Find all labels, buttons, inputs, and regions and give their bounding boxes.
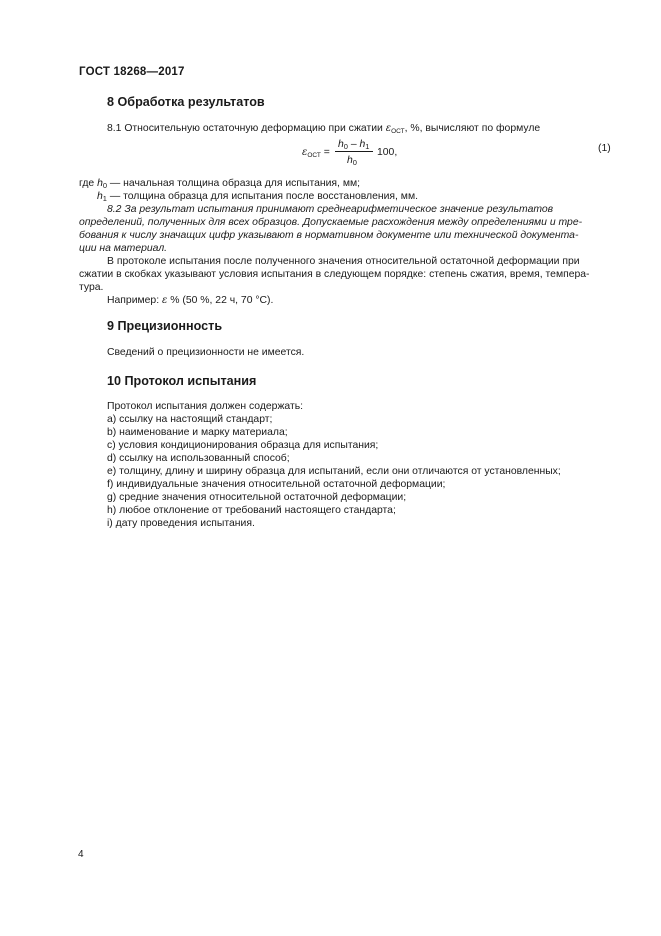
where-prefix: где [79,178,98,189]
formula-multiplier: 100, [377,147,398,158]
protocol-paragraph-line-1: В протоколе испытания после полученного значения относительной остаточной деформации при [107,256,580,267]
formula-num-h1: h [359,139,366,150]
where-h1-var: h [97,191,103,202]
formula-num-h0-sub: 0 [343,142,348,151]
where-h0-line [79,177,360,190]
page-number: 4 [78,849,84,860]
formula-number: (1) [598,143,611,154]
list-item-f: f) индивидуальные значения относительной остаточной деформации; [107,479,446,490]
section-9-title: 9 Прецизионность [107,319,223,333]
document-header: ГОСТ 18268—2017 [79,66,185,78]
list-item-a: а) ссылку на настоящий стандарт; [107,414,273,425]
paragraph-8-1-tail: , %, вычисляют по формуле [404,123,541,134]
protocol-paragraph-line-2: сжатии в скобках указывают условия испытания в следующем порядке: степень сжатия, время, темпера- [79,269,590,280]
formula-equals: = [323,147,330,158]
formula-lhs [302,146,330,160]
section-9-text: Сведений о прецизионности не имеется. [107,347,305,358]
paragraph-8-2-line-1: 8.2 За результат испытания принимают среднеарифметическое значение результатов [107,204,554,215]
paragraph-8-2-line-4: ции на материал. [79,243,168,254]
formula-den-h0: h [347,155,353,166]
list-item-e: e) толщину, длину и ширину образца для испытаний, если они отличаются от установленных; [107,466,561,477]
paragraph-8-1-text: 8.1 Относительную остаточную деформацию при сжатии [107,123,383,134]
example-line [107,294,273,307]
paragraph-8-2-line-2: определений, полученных для всех образцов. Допускаемые расхождения между определениями и тре- [79,217,583,228]
list-item-c: с) условия кондиционирования образца для испытания; [107,440,379,451]
list-item-b: b) наименование и марку материала; [107,427,288,438]
where-h1-sub: 1 [102,194,107,203]
formula-epsilon-subscript: ОСТ [307,152,321,159]
formula-minus: – [350,139,360,150]
example-values: % (50 %, 22 ч, 70 °С). [170,295,274,306]
section-8-title: 8 Обработка результатов [107,95,265,109]
example-prefix: Например: [107,295,160,306]
formula-den-h0-sub: 0 [352,158,357,167]
where-h0-sub: 0 [102,181,108,190]
where-h1-text: — толщина образца для испытания после восстановления, мм. [106,191,418,202]
formula-fraction-bar [335,151,373,152]
list-item-g: g) средние значения относительной остаточной деформации; [107,492,407,503]
list-item-i: i) дату проведения испытания. [107,518,255,529]
formula-num-h0: h [338,139,344,150]
formula-num-h1-sub: 1 [365,142,370,151]
list-item-h: h) любое отклонение от требований настоящего стандарта; [107,505,396,516]
list-item-d: d) ссылку на использованный способ; [107,453,290,464]
protocol-paragraph-line-3: тура. [79,282,104,293]
formula-numerator [338,138,369,151]
section-10-intro: Протокол испытания должен содержать: [107,401,304,412]
section-10-title: 10 Протокол испытания [107,374,257,388]
paragraph-8-2-line-3: бования к числу значащих цифр указывают в нормативном документе или технической документа- [79,230,579,241]
where-h1-line [97,190,418,203]
epsilon-subscript: ОСТ [391,128,405,135]
formula-epsilon: ε [302,147,308,158]
paragraph-8-1 [107,122,540,136]
example-epsilon: ε [161,295,168,306]
where-h0-var: h [97,178,103,189]
where-h0-text: — начальная толщина образца для испытания, мм; [107,178,361,189]
epsilon-symbol: ε [385,123,392,134]
formula-denominator [347,154,357,167]
